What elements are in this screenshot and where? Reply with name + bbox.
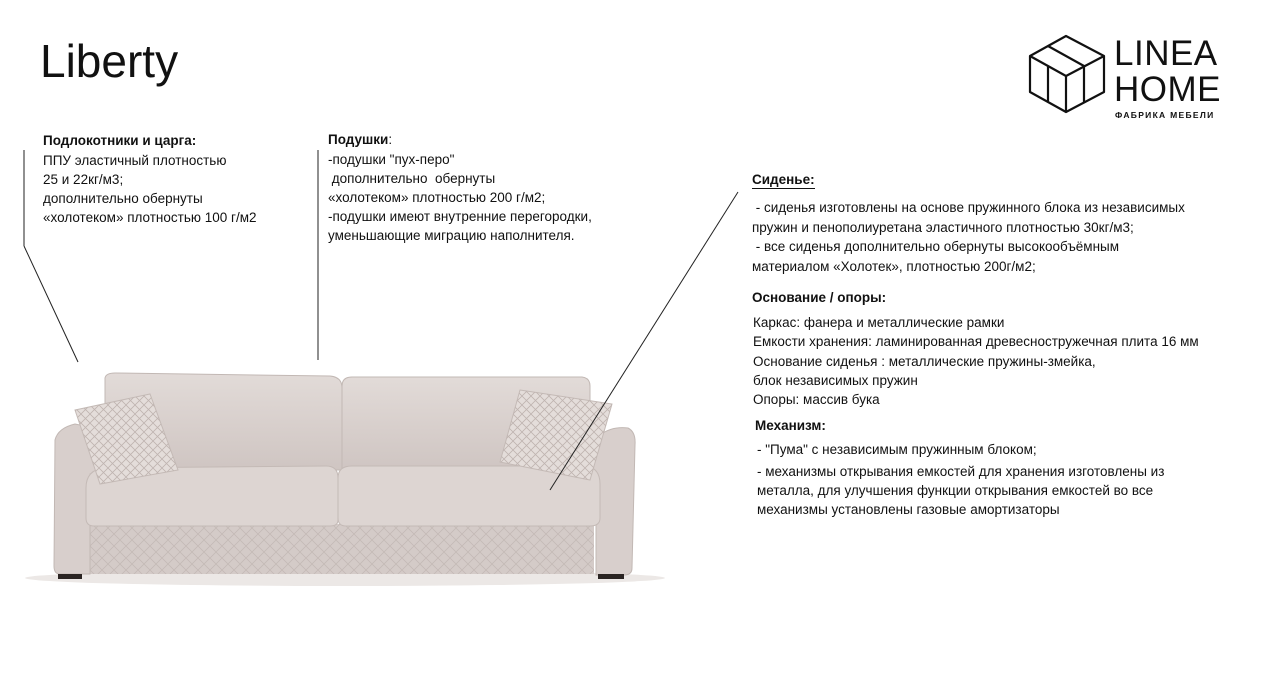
seat-heading: Сиденье: bbox=[752, 172, 815, 187]
base-line: Емкости хранения: ламинированная древесностружечная плита 16 мм bbox=[753, 334, 1199, 350]
base-line: блок независимых пружин bbox=[753, 372, 918, 388]
pillows-heading bbox=[328, 132, 392, 147]
pillows-line: -подушки "пух-перо" bbox=[328, 152, 455, 167]
mechanism-line: - "Пума" с независимым пружинным блоком; bbox=[757, 442, 1037, 457]
seat-line: пружин и пенополиуретана эластичного плотностью 30кг/м3; bbox=[752, 219, 1134, 235]
base-line: Каркас: фанера и металлические рамки bbox=[753, 315, 1005, 330]
base-text bbox=[753, 313, 1199, 409]
product-title: Liberty bbox=[40, 35, 179, 87]
base-heading: Основание / опоры: bbox=[752, 290, 887, 305]
base-line: Основание сиденья : металлические пружины-змейка, bbox=[753, 353, 1096, 369]
pillows-line: дополнительно обернуты bbox=[328, 171, 496, 186]
seat-text bbox=[752, 198, 1185, 276]
logo-line1: LINEA bbox=[1114, 34, 1218, 73]
mechanism-line: металла, для улучшения функции открывания емкостей во все bbox=[757, 483, 1154, 498]
mechanism-text bbox=[757, 440, 1164, 519]
pillows-line: -подушки имеют внутренние перегородки, bbox=[328, 209, 592, 224]
armrests-line: 25 и 22кг/м3; bbox=[43, 172, 124, 187]
armrests-text bbox=[43, 151, 256, 227]
logo-subtitle: ФАБРИКА МЕБЕЛИ bbox=[1115, 110, 1215, 120]
pillows-heading-text: Подушки bbox=[328, 132, 389, 147]
mechanism-line: - механизмы открывания емкостей для хранения изготовлены из bbox=[757, 464, 1165, 479]
mechanism-line: механизмы установлены газовые амортизаторы bbox=[757, 502, 1060, 517]
armrests-line: «холотеком» плотностью 100 г/м2 bbox=[43, 210, 257, 225]
armrests-line: ППУ эластичный плотностью bbox=[43, 153, 227, 168]
mechanism-heading: Механизм: bbox=[755, 418, 826, 433]
armrests-heading: Подлокотники и царга: bbox=[43, 133, 197, 148]
pillows-line: уменьшающие миграцию наполнителя. bbox=[328, 228, 575, 243]
base-line: Опоры: массив бука bbox=[753, 392, 880, 408]
seat-line: - сиденья изготовлены на основе пружинного блока из независимых bbox=[752, 200, 1185, 215]
sofa bbox=[25, 373, 665, 586]
pillows-text bbox=[328, 150, 592, 245]
armrests-line: дополнительно обернуты bbox=[43, 191, 203, 206]
pillows-heading-colon: : bbox=[388, 132, 393, 147]
seat-line: материалом «Холотек», плотностью 200г/м2; bbox=[752, 258, 1036, 274]
seat-line: - все сиденья дополнительно обернуты высокообъёмным bbox=[752, 239, 1120, 254]
logo-line2: HOME bbox=[1114, 70, 1221, 109]
pillows-line: «холотеком» плотностью 200 г/м2; bbox=[328, 190, 546, 205]
